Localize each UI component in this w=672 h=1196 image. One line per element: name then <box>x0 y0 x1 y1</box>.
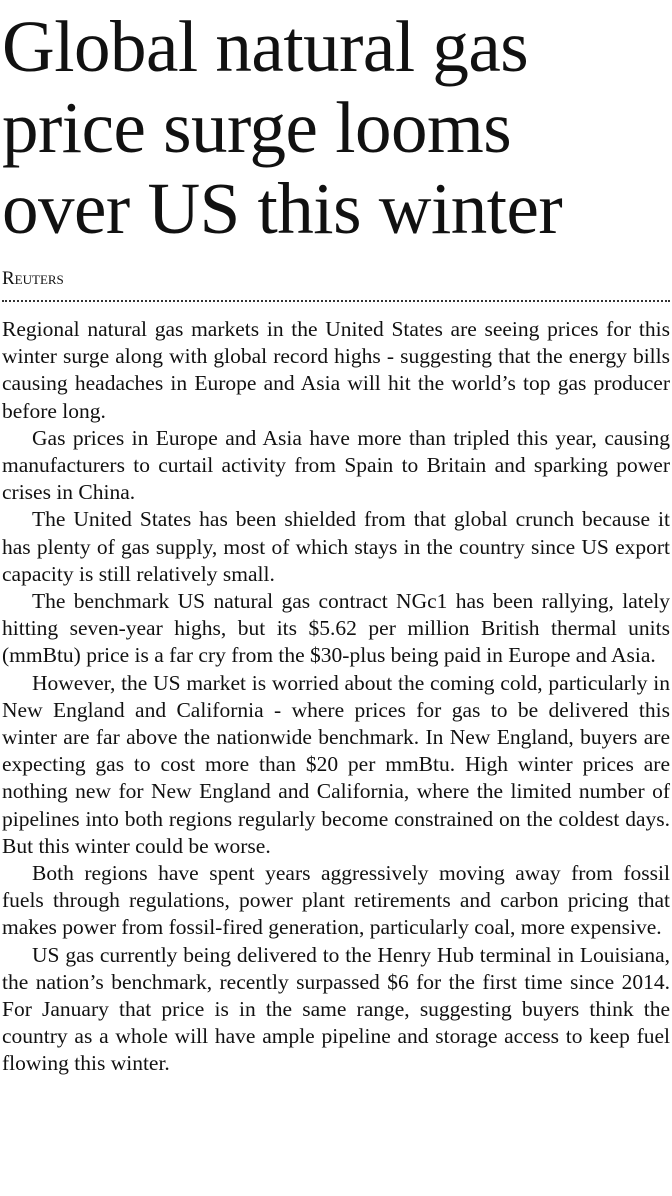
article-body <box>2 316 670 1078</box>
headline-line-3: over US this winter <box>2 168 563 249</box>
byline: Reuters <box>2 268 64 289</box>
article-paragraph-2: Gas prices in Europe and Asia have more than tripled this year, causing manufacturers to curtail activity from Spain to Britain and sparking power crises in China. <box>2 425 670 505</box>
dotted-divider <box>2 300 670 302</box>
headline <box>2 6 670 249</box>
article-paragraph-7: US gas currently being delivered to the Henry Hub terminal in Louisiana, the nation’s benchmark, recently surpassed $6 for the first time since 2014. For January that price is in the same range, suggesting buyers think the country as a whole will have ample pipeline and storage access to keep fuel flowing this winter. <box>2 942 670 1076</box>
article-paragraph-1: Regional natural gas markets in the United States are seeing prices for this winter surge along with global record highs - suggesting that the energy bills causing headaches in Europe and Asia will hit the world’s top gas producer before long. <box>2 317 670 423</box>
article-paragraph-3: The United States has been shielded from that global crunch because it has plenty of gas supply, most of which stays in the country since US export capacity is still relatively small. <box>2 507 670 586</box>
article-paragraph-6: Both regions have spent years aggressively moving away from fossil fuels through regulations, power plant retirements and carbon pricing that makes power from fossil-fired generation, particularly coal, more expensive. <box>2 861 670 940</box>
headline-line-1: Global natural gas <box>2 6 529 87</box>
headline-line-2: price surge looms <box>2 87 512 168</box>
article-paragraph-5: However, the US market is worried about the coming cold, particularly in New England and California - where prices for gas to be delivered this winter are far above the nationwide benchmark. In New England, buyers are expecting gas to cost more than $20 per mmBtu. High winter prices are nothing new for New England and California, where the limited number of pipelines into both regions regularly become constrained on the coldest days. But this winter could be worse. <box>2 670 670 858</box>
article-paragraph-4: The benchmark US natural gas contract NGc1 has been rallying, lately hitting seven-year highs, but its $5.62 per million British thermal units (mmBtu) price is a far cry from the $30-plus being paid in Europe and Asia. <box>2 589 670 668</box>
